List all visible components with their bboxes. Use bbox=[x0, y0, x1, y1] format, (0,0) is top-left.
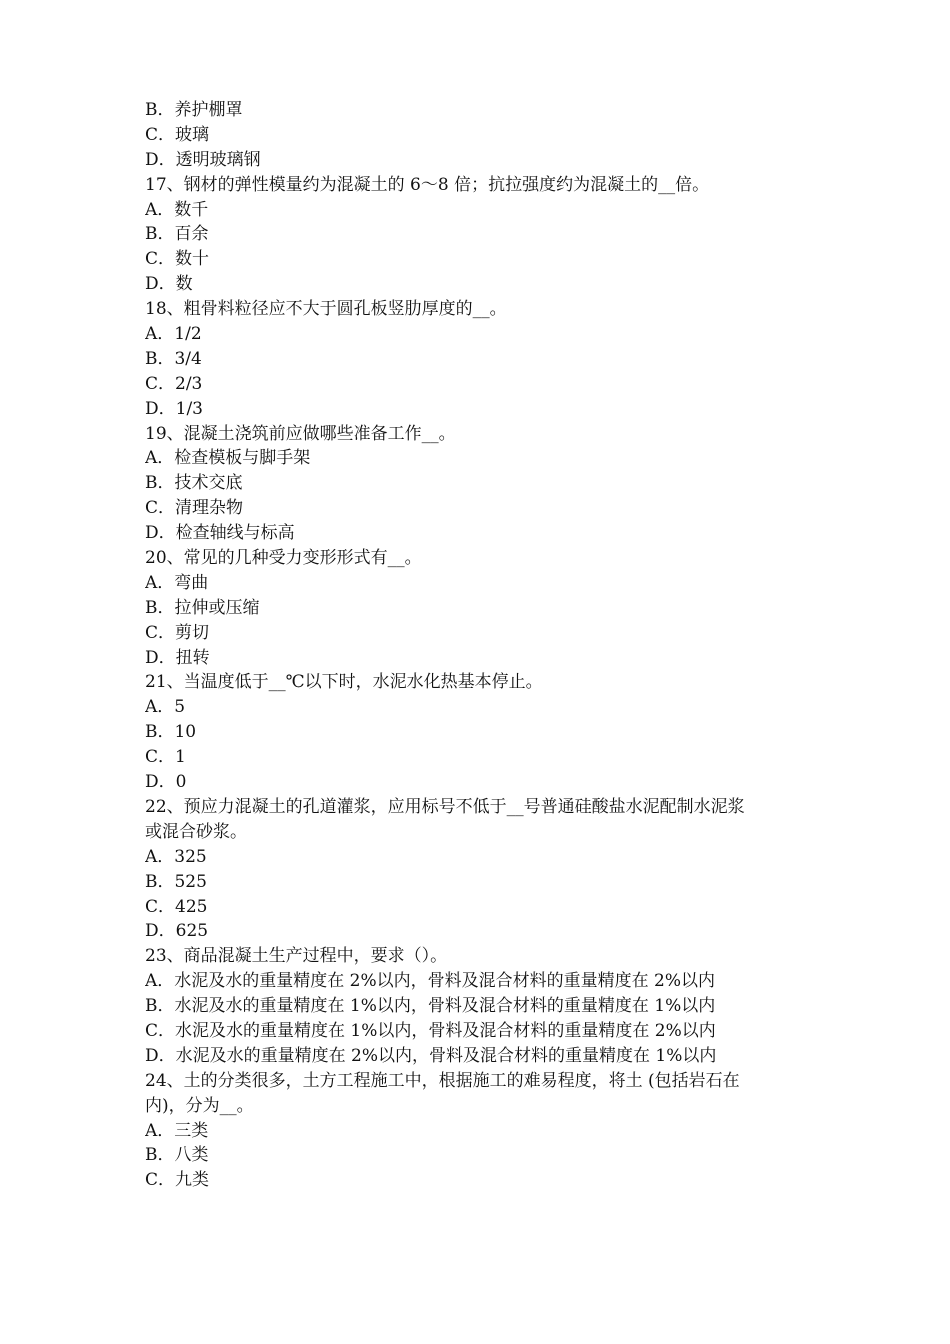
option-line: D．水泥及水的重量精度在 2%以内，骨料及混合材料的重量精度在 1%以内 bbox=[145, 1045, 717, 1066]
option-line: A．325 bbox=[145, 846, 207, 867]
option-line: A．5 bbox=[145, 697, 186, 718]
option-line: A．水泥及水的重量精度在 2%以内，骨料及混合材料的重量精度在 2%以内 bbox=[145, 971, 716, 992]
option-line: B．养护棚罩 bbox=[145, 100, 243, 120]
option-line: B．水泥及水的重量精度在 1%以内，骨料及混合材料的重量精度在 1%以内 bbox=[145, 996, 716, 1017]
question-20: 20、常见的几种受力变形形式有__。 bbox=[145, 548, 422, 569]
option-line: C．425 bbox=[145, 896, 208, 917]
option-line: C．剪切 bbox=[145, 622, 210, 643]
option-line: A．弯曲 bbox=[145, 572, 209, 593]
option-line: B．技术交底 bbox=[145, 473, 243, 494]
question-19: 19、混凝土浇筑前应做哪些准备工作__。 bbox=[145, 423, 456, 444]
option-line: B．百余 bbox=[145, 224, 209, 245]
option-line: D．检查轴线与标高 bbox=[145, 523, 295, 544]
question-24: 24、土的分类很多，土方工程施工中，根据施工的难易程度，将土 (包括岩石在 bbox=[145, 1070, 740, 1091]
document-page bbox=[145, 98, 815, 1193]
option-line: B．10 bbox=[145, 722, 197, 743]
option-line: C．数十 bbox=[145, 249, 210, 270]
option-line: D．扭转 bbox=[145, 647, 210, 668]
option-line: D．1/3 bbox=[145, 398, 203, 419]
question-22: 22、预应力混凝土的孔道灌浆，应用标号不低于__号普通硅酸盐水泥配制水泥浆 bbox=[145, 796, 745, 817]
question-22-continued: 或混合砂浆。 bbox=[145, 821, 247, 842]
option-line: B．3/4 bbox=[145, 348, 202, 369]
question-24-continued: 内)，分为__。 bbox=[145, 1095, 254, 1116]
question-23: 23、商品混凝土生产过程中，要求（）。 bbox=[145, 946, 448, 967]
option-line: A．1/2 bbox=[145, 324, 202, 345]
option-line: C．清理杂物 bbox=[145, 498, 244, 519]
option-line: C．1 bbox=[145, 747, 186, 768]
option-line: A．检查模板与脚手架 bbox=[145, 448, 311, 469]
option-line: C．2/3 bbox=[145, 373, 203, 394]
option-line: A．三类 bbox=[145, 1120, 209, 1141]
option-line: B．八类 bbox=[145, 1145, 209, 1166]
option-line: A．数千 bbox=[145, 199, 209, 220]
option-line: D．0 bbox=[145, 772, 187, 793]
option-line: D．数 bbox=[145, 274, 193, 295]
option-line: B．525 bbox=[145, 871, 207, 892]
option-line: D．透明玻璃钢 bbox=[145, 149, 261, 170]
question-21: 21、当温度低于__℃以下时，水泥水化热基本停止。 bbox=[145, 672, 543, 693]
option-line: B．拉伸或压缩 bbox=[145, 597, 260, 618]
question-18: 18、粗骨料粒径应不大于圆孔板竖肋厚度的__。 bbox=[145, 299, 507, 320]
option-line: C．九类 bbox=[145, 1170, 210, 1191]
option-line: C．玻璃 bbox=[145, 124, 210, 145]
option-line: D．625 bbox=[145, 921, 209, 942]
question-17: 17、钢材的弹性模量约为混凝土的 6～8 倍；抗拉强度约为混凝土的__倍。 bbox=[145, 174, 710, 195]
option-line: C．水泥及水的重量精度在 1%以内，骨料及混合材料的重量精度在 2%以内 bbox=[145, 1020, 716, 1041]
